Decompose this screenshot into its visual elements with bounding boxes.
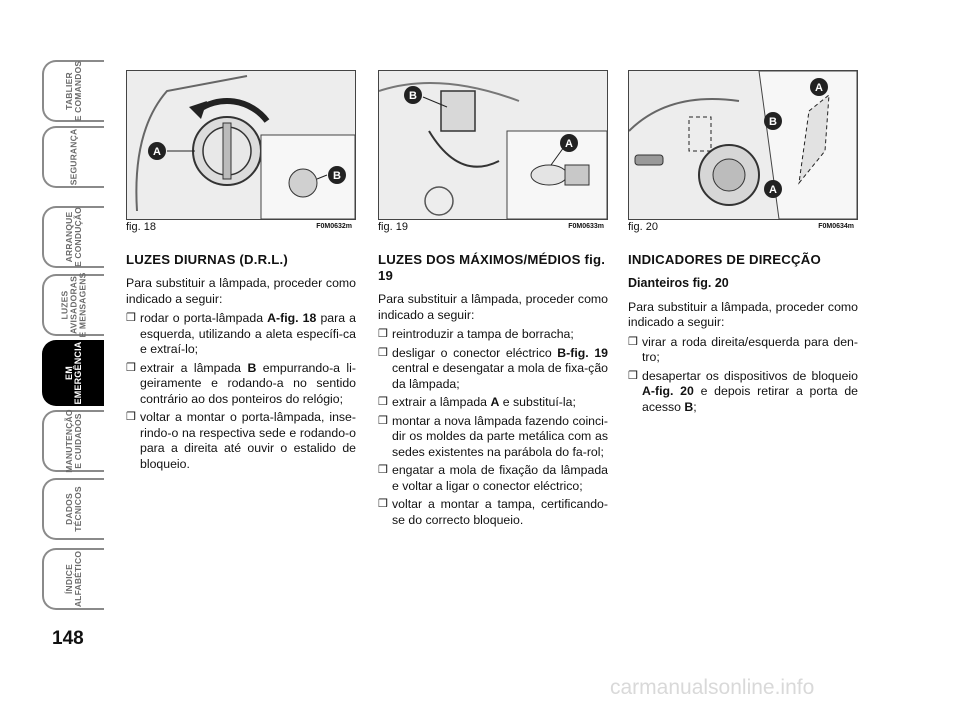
- figure-18-caption: fig. 18 F0M0632m: [126, 221, 352, 233]
- figure-20-label-b: B: [769, 116, 777, 128]
- steps-list: [378, 327, 608, 528]
- steps-list: [628, 335, 858, 416]
- figure-18-label-b: B: [333, 170, 341, 182]
- figure-19-caption: fig. 19 F0M0633m: [378, 221, 604, 233]
- intro-text: Para substituir a lâmpada, proceder como indicado a seguir:: [628, 299, 858, 329]
- column-indicators: [628, 252, 858, 418]
- tab-tablier[interactable]: TABLIER E COMANDOS: [42, 60, 104, 122]
- figure-18-label-a: A: [153, 146, 161, 158]
- figure-18: [126, 70, 356, 220]
- list-item: ❒ engatar a mola de fixação da lâmpada e voltar a ligar o conector eléctrico;: [378, 463, 608, 494]
- list-item: ❒ extrair a lâmpada B empurrando-a li-geiramente e rodando-a no sentido contrário ao dos ponteiros do relógio;: [126, 361, 356, 408]
- intro-text: Para substituir a lâmpada, proceder como indicado a seguir:: [126, 276, 356, 306]
- subsection-title: Dianteiros fig. 20: [628, 276, 729, 290]
- figure-19-illustration: [379, 71, 607, 219]
- column-headlights: [378, 252, 608, 531]
- tab-emergencia[interactable]: EM EMERGÊNCIA: [42, 340, 104, 406]
- figure-19-label-a: A: [565, 138, 573, 150]
- section-title-drl: LUZES DIURNAS (D.R.L.): [126, 252, 288, 267]
- figure-20-caption: fig. 20 F0M0634m: [628, 221, 854, 233]
- figure-20-illustration: [629, 71, 857, 219]
- figure-19: [378, 70, 608, 220]
- figure-19-label-b: B: [409, 90, 417, 102]
- tab-manutencao[interactable]: MANUTENÇÃO E CUIDADOS: [42, 410, 104, 472]
- list-item: ❒ extrair a lâmpada A e substituí-la;: [378, 395, 608, 411]
- list-item: ❒ rodar o porta-lâmpada A-fig. 18 para a esquerda, utilizando a aleta específi-ca e extraí-lo;: [126, 311, 356, 358]
- list-item: ❒ virar a roda direita/esquerda para den-tro;: [628, 335, 858, 366]
- steps-list: [126, 311, 356, 472]
- tab-dados[interactable]: DADOS TÉCNICOS: [42, 478, 104, 540]
- list-item: ❒ desapertar os dispositivos de bloqueio A-fig. 20 e depois retirar a porta de acesso B;: [628, 369, 858, 416]
- watermark: carmanualsonline.info: [610, 676, 815, 699]
- figure-20: [628, 70, 858, 220]
- figure-20-label-a-top: A: [815, 82, 823, 94]
- tab-arranque[interactable]: ARRANQUE E CONDUÇÃO: [42, 206, 104, 268]
- tab-indice[interactable]: ÍNDICE ALFABÉTICO: [42, 548, 104, 610]
- figure-20-label-a-bottom: A: [769, 184, 777, 196]
- figure-18-illustration: [127, 71, 355, 219]
- section-title-headlights: LUZES DOS MÁXIMOS/MÉDIOS fig. 19: [378, 252, 606, 283]
- section-title-indicators: INDICADORES DE DIRECÇÃO: [628, 252, 821, 267]
- list-item: ❒ desligar o conector eléctrico B-fig. 19 central e desengatar a mola de fixa-ção da lâmpada;: [378, 346, 608, 393]
- list-item: ❒ reintroduzir a tampa de borracha;: [378, 327, 608, 343]
- column-drl: [126, 252, 356, 475]
- tab-seguranca[interactable]: SEGURANÇA: [42, 126, 104, 188]
- list-item: ❒ voltar a montar o porta-lâmpada, inse-rindo-o na respectiva sede e rodando-o para a direita até ouvir o estalido de bloqueio.: [126, 410, 356, 472]
- tab-luzes[interactable]: LUZES AVISADORAS E MENSAGENS: [42, 274, 104, 336]
- intro-text: Para substituir a lâmpada, proceder como indicado a seguir:: [378, 292, 608, 322]
- page-number: 148: [52, 628, 84, 649]
- list-item: ❒ voltar a montar a tampa, certificando-se do correcto bloqueio.: [378, 497, 608, 528]
- list-item: ❒ montar a nova lâmpada fazendo coinci-dir os moldes da parte metálica com as sedes existentes na parábola do fa-rol;: [378, 414, 608, 461]
